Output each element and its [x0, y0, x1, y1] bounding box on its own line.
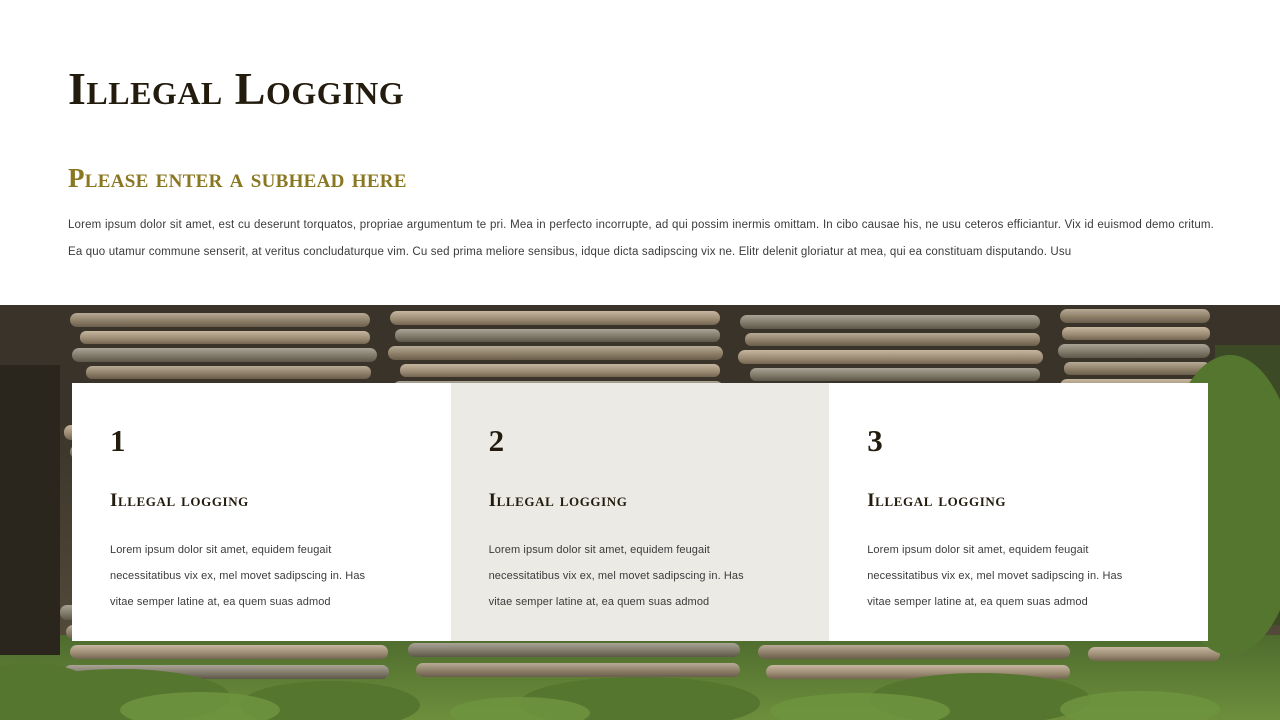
- card-heading: Illegal logging: [488, 490, 628, 511]
- feature-card-list: [72, 383, 1208, 641]
- card-number: 1: [110, 423, 126, 458]
- card-heading: Illegal logging: [867, 490, 1007, 511]
- feature-card-2[interactable]: [451, 383, 830, 641]
- card-text: Lorem ipsum dolor sit amet, equidem feugait necessitatibus vix ex, mel movet sadipscing in. Has vitae semper latine at, ea quem suas admod: [867, 544, 1123, 608]
- page-title: Illegal Logging: [68, 63, 405, 114]
- body-paragraph: Lorem ipsum dolor sit amet, est cu deserunt torquatos, propriae argumentum te pri. Mea in perfecto incorrupte, ad qui possim inermis omittam. In cibo causae his, ne usu ceteros efficiantur. Vix id euismod demo critum. Ea quo utamur commune senserit, at veritus concludaturque vim. Cu sed prima meliore sensibus, idque dicta sadipscing vix ne. Elitr delenit gloriatur at mea, qui ea constituam disputando. Usu: [68, 219, 1214, 259]
- card-heading: Illegal logging: [110, 490, 249, 511]
- header-text-block: [0, 0, 1280, 305]
- card-number: 3: [867, 423, 883, 458]
- card-text: Lorem ipsum dolor sit amet, equidem feugait necessitatibus vix ex, mel movet sadipscing in. Has vitae semper latine at, ea quem suas admod: [110, 544, 366, 608]
- subhead: Please enter a subhead here: [68, 163, 407, 193]
- card-number: 2: [488, 423, 505, 458]
- feature-card-1[interactable]: [72, 383, 451, 641]
- card-text: Lorem ipsum dolor sit amet, equidem feugait necessitatibus vix ex, mel movet sadipscing in. Has vitae semper latine at, ea quem suas admod: [488, 544, 744, 608]
- feature-card-3[interactable]: [829, 383, 1208, 641]
